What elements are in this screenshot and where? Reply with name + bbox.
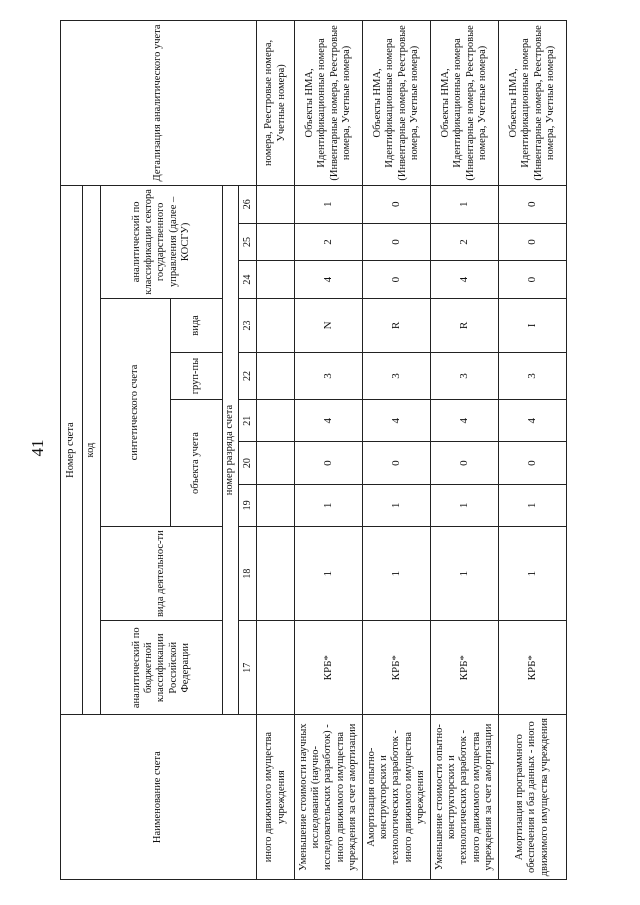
column-number: 23: [239, 298, 257, 352]
cell-digit-23: R: [363, 298, 431, 352]
column-number: 20: [239, 442, 257, 484]
cell-digit-23: I: [499, 298, 567, 352]
header-group: груп-пы: [171, 353, 223, 400]
cell-digit-20: 0: [499, 442, 567, 484]
table-row: [363, 21, 431, 880]
column-number: 17: [239, 621, 257, 715]
cell-digit-22: 3: [431, 353, 499, 400]
header-digit-number: номер разряда счета: [223, 185, 239, 714]
cell-budget-class: [257, 621, 295, 715]
row-detail: Объекты НМА, Идентификационные номера (Инвентарные номера, Реестровые номера, Учетные номера): [363, 21, 431, 186]
cell-activity-type: 1: [363, 527, 431, 621]
cell-digit-21: 4: [295, 400, 363, 442]
header-detail: Детализация аналитического учета: [61, 21, 257, 186]
cell-digit-19: [257, 484, 295, 526]
cell-activity-type: 1: [499, 527, 567, 621]
cell-digit-26: 0: [363, 185, 431, 223]
table-row: [499, 21, 567, 880]
cell-digit-20: 0: [431, 442, 499, 484]
cell-digit-22: 3: [363, 353, 431, 400]
cell-digit-25: 0: [363, 223, 431, 261]
rotated-table-container: [60, 20, 556, 880]
row-account-name: Амортизация программного обеспечения и баз данных - иного движимого имущества учреждения: [499, 715, 567, 880]
column-number: 25: [239, 223, 257, 261]
table-row: [257, 21, 295, 880]
column-number: 24: [239, 261, 257, 299]
cell-activity-type: [257, 527, 295, 621]
cell-digit-26: [257, 185, 295, 223]
row-account-name: Уменьшение стоимости опытно-конструкторских и технологических разработок - иного движимого имущества учреждения за счет амортизации: [431, 715, 499, 880]
account-table-wrapper: [60, 20, 556, 880]
cell-digit-22: 3: [295, 353, 363, 400]
cell-digit-23: N: [295, 298, 363, 352]
cell-budget-class: КРБ*: [431, 621, 499, 715]
header-account-number: Номер счета: [61, 185, 83, 714]
cell-digit-26: 0: [499, 185, 567, 223]
cell-digit-22: 3: [499, 353, 567, 400]
account-table: [60, 20, 567, 880]
cell-budget-class: КРБ*: [499, 621, 567, 715]
row-detail: Объекты НМА, Идентификационные номера (Инвентарные номера, Реестровые номера, Учетные номера): [295, 21, 363, 186]
cell-digit-20: 0: [295, 442, 363, 484]
cell-activity-type: 1: [295, 527, 363, 621]
cell-digit-19: 1: [363, 484, 431, 526]
header-object: объекта учета: [171, 400, 223, 527]
header-account-name: Наименование счета: [61, 715, 257, 880]
cell-digit-21: [257, 400, 295, 442]
column-number: 18: [239, 527, 257, 621]
cell-budget-class: КРБ*: [363, 621, 431, 715]
table-row: [295, 21, 363, 880]
header-synthetic: синтетического счета: [101, 298, 171, 526]
header-analytic-kosgu: аналитический по классификации сектора государственного управления (далее – КОСГУ): [101, 185, 223, 298]
cell-digit-23: [257, 298, 295, 352]
header-code: код: [83, 185, 101, 714]
cell-digit-19: 1: [295, 484, 363, 526]
cell-digit-24: 4: [431, 261, 499, 299]
row-detail: Объекты НМА, Идентификационные номера (Инвентарные номера, Реестровые номера, Учетные номера): [431, 21, 499, 186]
column-number: 26: [239, 185, 257, 223]
cell-digit-21: 4: [499, 400, 567, 442]
cell-digit-22: [257, 353, 295, 400]
table-row: [431, 21, 499, 880]
cell-digit-24: [257, 261, 295, 299]
row-account-name: иного движимого имущества учреждения: [257, 715, 295, 880]
cell-digit-25: 0: [499, 223, 567, 261]
header-budget-class: аналитический по бюджетной классификации Российской Федерации: [101, 621, 223, 715]
column-number: 22: [239, 353, 257, 400]
cell-digit-23: R: [431, 298, 499, 352]
row-detail: номера, Реестровые номера, Учетные номера): [257, 21, 295, 186]
column-number: 21: [239, 400, 257, 442]
row-account-name: Амортизация опытно-конструкторских и технологических разработок - иного движимого имущества учреждения: [363, 715, 431, 880]
cell-digit-24: 0: [499, 261, 567, 299]
cell-digit-21: 4: [431, 400, 499, 442]
cell-digit-19: 1: [431, 484, 499, 526]
header-kind: вида: [171, 298, 223, 352]
cell-digit-26: 1: [431, 185, 499, 223]
cell-digit-24: 4: [295, 261, 363, 299]
row-detail: Объекты НМА, Идентификационные номера (Инвентарные номера, Реестровые номера, Учетные номера): [499, 21, 567, 186]
header-activity-type: вида деятельнос-ти: [101, 527, 223, 621]
cell-digit-20: 0: [363, 442, 431, 484]
cell-digit-26: 1: [295, 185, 363, 223]
cell-digit-25: 2: [431, 223, 499, 261]
cell-digit-25: [257, 223, 295, 261]
page-number: 41: [28, 439, 47, 457]
cell-digit-21: 4: [363, 400, 431, 442]
cell-digit-24: 0: [363, 261, 431, 299]
cell-digit-25: 2: [295, 223, 363, 261]
cell-budget-class: КРБ*: [295, 621, 363, 715]
row-account-name: Уменьшение стоимости научных исследований (научно-исследовательских разработок) - иного движимого имущества учреждения за счет амортизации: [295, 715, 363, 880]
cell-digit-19: 1: [499, 484, 567, 526]
cell-digit-20: [257, 442, 295, 484]
column-number: 19: [239, 484, 257, 526]
cell-activity-type: 1: [431, 527, 499, 621]
